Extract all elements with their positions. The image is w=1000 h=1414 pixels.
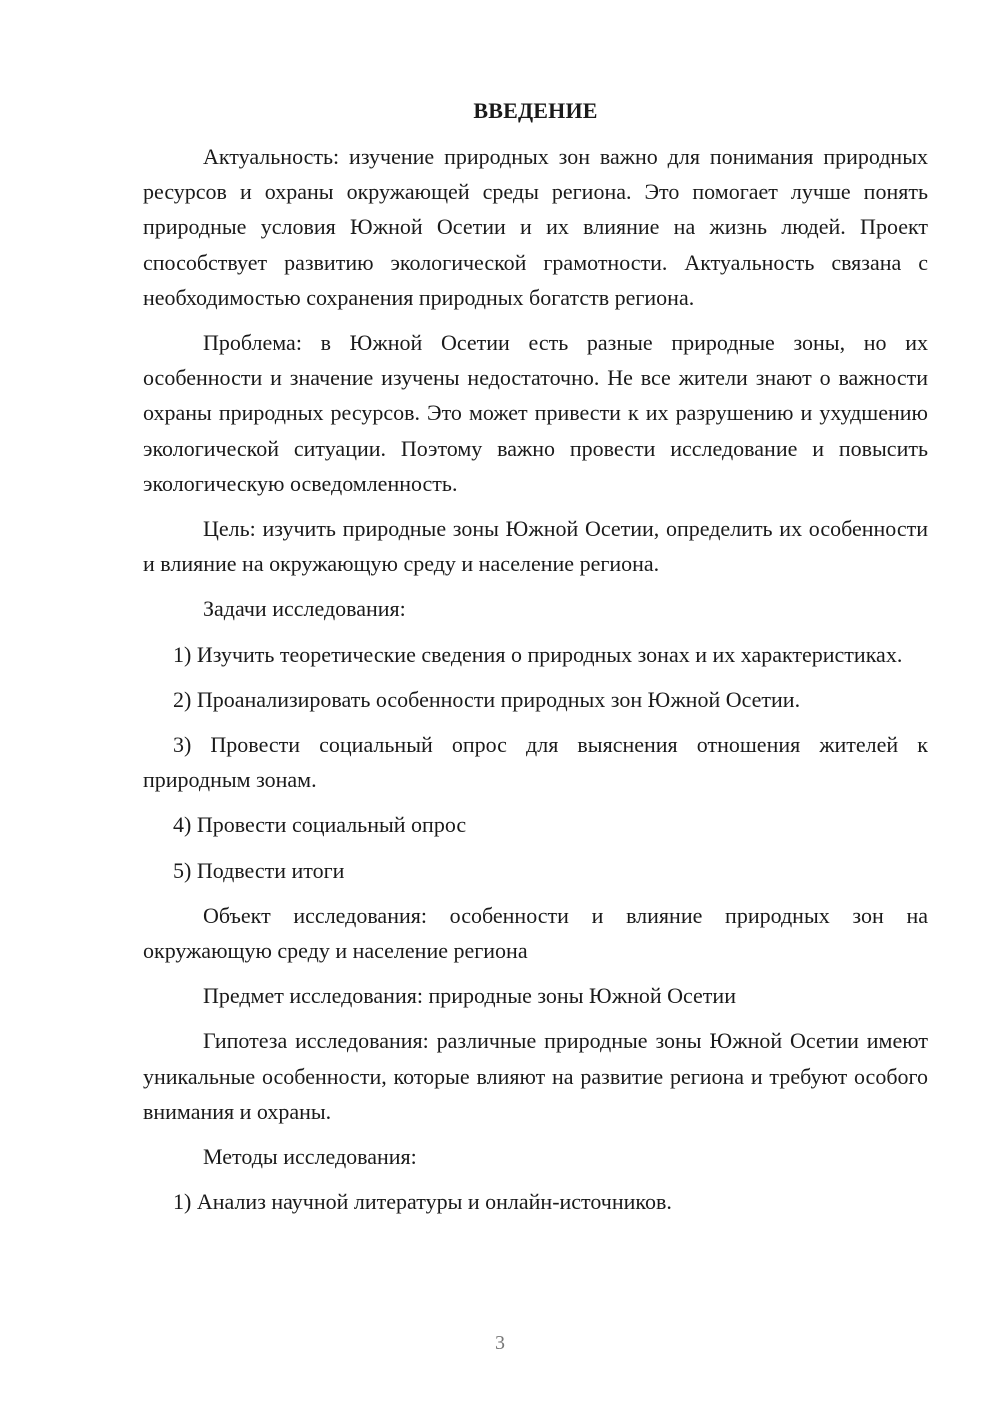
list-item-method-1: 1) Анализ научной литературы и онлайн-источников. [173,1189,672,1215]
paragraph-tasks-heading: Задачи исследования: [203,596,406,622]
list-item-task-1: 1) Изучить теоретические сведения о природных зонах и их характеристиках. [173,641,903,667]
paragraph-methods-heading: Методы исследования: [203,1144,417,1170]
paragraph-hypothesis: Гипотеза исследования: различные природные зоны Южной Осетии имеют уникальные особенности, которые влияют на развитие региона и требуют особого внимания и охраны. [143,1028,928,1124]
list-item-task-2: 2) Проанализировать особенности природных зон Южной Осетии. [173,686,801,712]
list-item-task-5: 5) Подвести итоги [173,857,345,883]
paragraph-goal: Цель: изучить природные зоны Южной Осетии, определить их особенности и влияние на окружающую среду и население региона. [143,516,928,577]
paragraph-subject: Предмет исследования: природные зоны Южной Осетии [203,983,736,1009]
page-number: 3 [495,1332,505,1354]
list-item-task-3: 3) Провести социальный опрос для выяснения отношения жителей к природным зонам. [143,732,928,793]
document-page [143,93,928,1219]
paragraph-problem: Проблема: в Южной Осетии есть разные природные зоны, но их особенности и значение изучены недостаточно. Не все жители знают о важности охраны природных ресурсов. Это может привести к их разрушению и ухудшению экологической ситуации. Поэтому важно провести исследование и повысить экологическую осведомленность. [143,330,928,496]
paragraph-object: Объект исследования: особенности и влияние природных зон на окружающую среду и население региона [143,902,928,964]
section-heading: ВВЕДЕНИЕ [473,98,598,123]
paragraph-relevance: Актуальность: изучение природных зон важно для понимания природных ресурсов и охраны окружающей среды региона. Это помогает лучше понять природные условия Южной Осетии и их влияние на жизнь людей. Проект способствует развитию экологической грамотности. Актуальность связана с необходимостью сохранения природных богатств региона. [143,144,928,310]
list-item-task-4: 4) Провести социальный опрос [173,812,467,838]
